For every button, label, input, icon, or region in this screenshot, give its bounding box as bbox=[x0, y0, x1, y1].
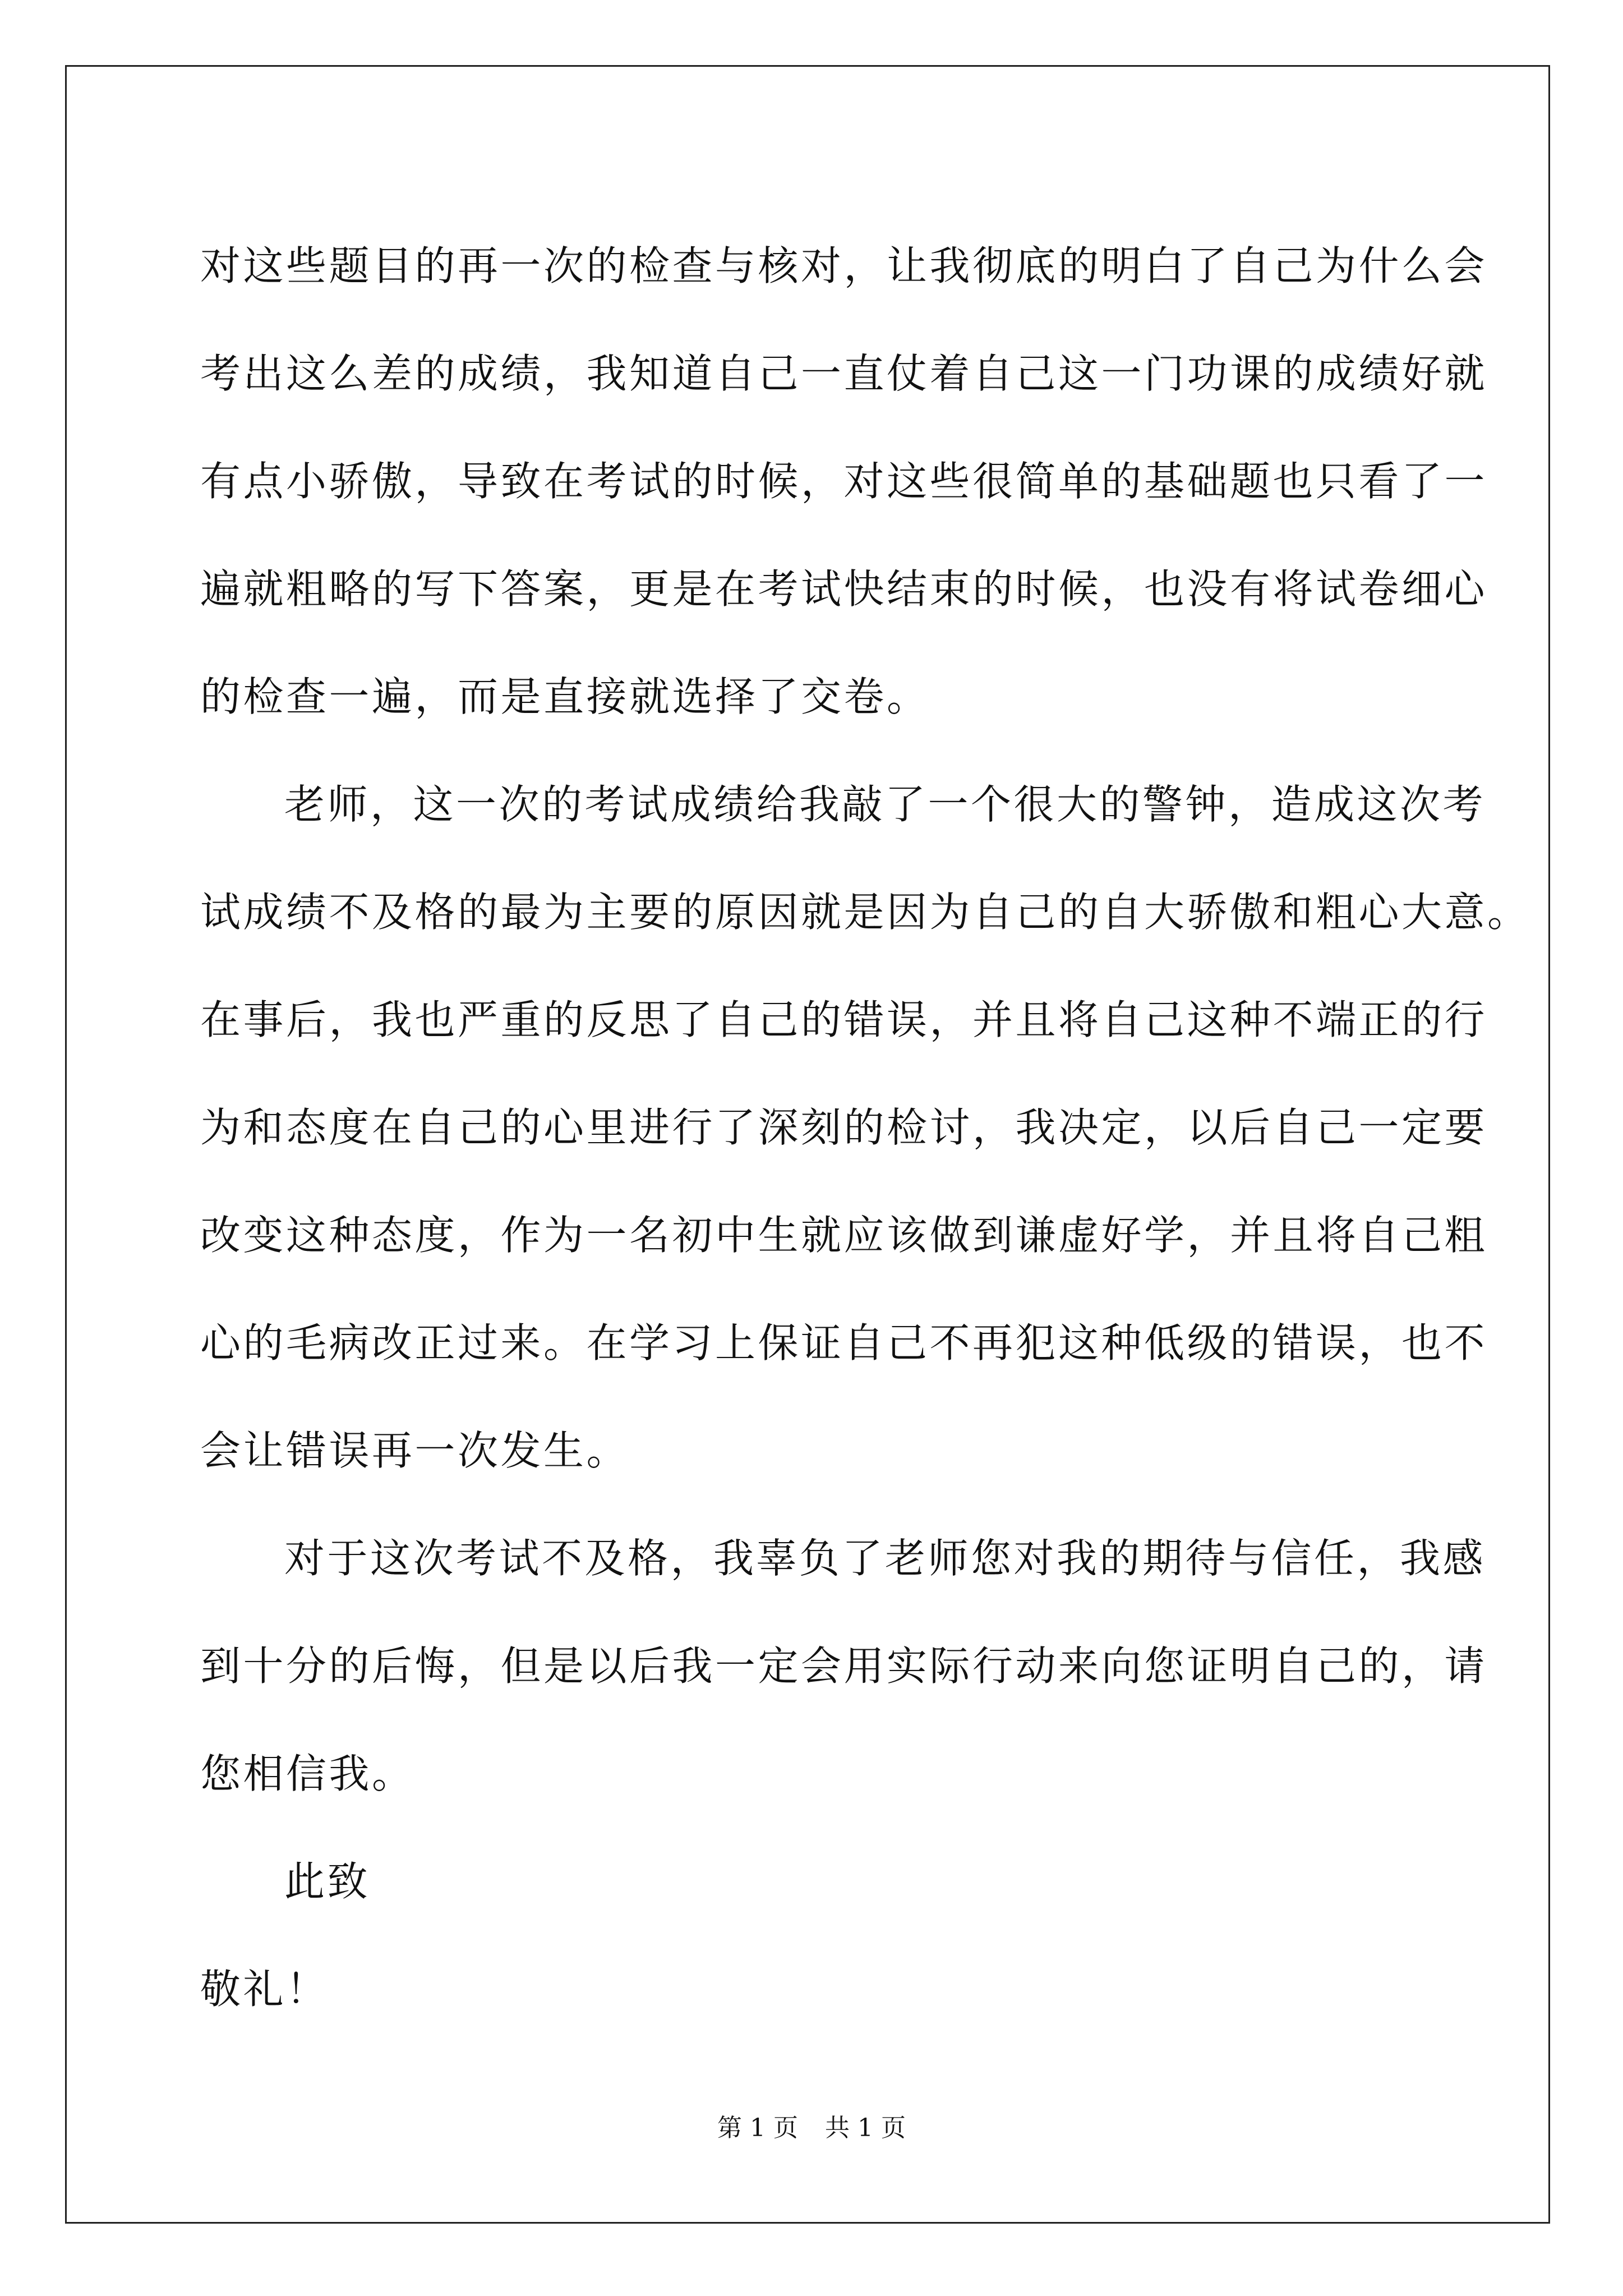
closing-regards: 敬礼！ bbox=[200, 1966, 329, 2013]
paragraph-1 bbox=[200, 212, 1488, 751]
closing-salutation: 此致 bbox=[284, 1858, 371, 1905]
text-line: 有点小骄傲，导致在考试的时候，对这些很简单的基础题也只看了一 bbox=[200, 458, 1488, 505]
text-line: 试成绩不及格的最为主要的原因就是因为自己的自大骄傲和粗心大意。 bbox=[200, 889, 1530, 936]
paragraph-2 bbox=[200, 751, 1530, 1504]
page-number-total: 共 1 页 bbox=[825, 2114, 906, 2142]
page-number-current: 第 1 页 bbox=[717, 2114, 798, 2142]
text-line: 对这些题目的再一次的检查与核对，让我彻底的明白了自己为什么会 bbox=[200, 242, 1488, 289]
letter-body bbox=[200, 212, 1530, 2043]
text-line: 遍就粗略的写下答案，更是在考试快结束的时候，也没有将试卷细心 bbox=[200, 565, 1488, 613]
text-line: 考出这么差的成绩，我知道自己一直仗着自己这一门功课的成绩好就 bbox=[200, 350, 1488, 397]
text-line: 改变这种态度，作为一名初中生就应该做到谦虚好学，并且将自己粗 bbox=[200, 1212, 1488, 1259]
text-line: 老师，这一次的考试成绩给我敲了一个很大的警钟，造成这次考 bbox=[284, 781, 1486, 828]
text-line: 到十分的后悔，但是以后我一定会用实际行动来向您证明自己的，请 bbox=[200, 1642, 1488, 1690]
text-line: 在事后，我也严重的反思了自己的错误，并且将自己这种不端正的行 bbox=[200, 996, 1488, 1043]
page-footer bbox=[0, 2111, 1623, 2145]
closing bbox=[200, 1828, 1434, 2043]
text-line: 心的毛病改正过来。在学习上保证自己不再犯这种低级的错误，也不 bbox=[200, 1319, 1488, 1366]
text-line: 为和态度在自己的心里进行了深刻的检讨，我决定，以后自己一定要 bbox=[200, 1104, 1488, 1151]
text-line: 会让错误再一次发生。 bbox=[200, 1427, 630, 1474]
paragraph-3 bbox=[200, 1504, 1488, 1828]
text-line: 您相信我。 bbox=[200, 1750, 415, 1797]
text-line: 对于这次考试不及格，我辜负了老师您对我的期待与信任，我感 bbox=[284, 1535, 1486, 1582]
text-line: 的检查一遍，而是直接就选择了交卷。 bbox=[200, 673, 930, 720]
